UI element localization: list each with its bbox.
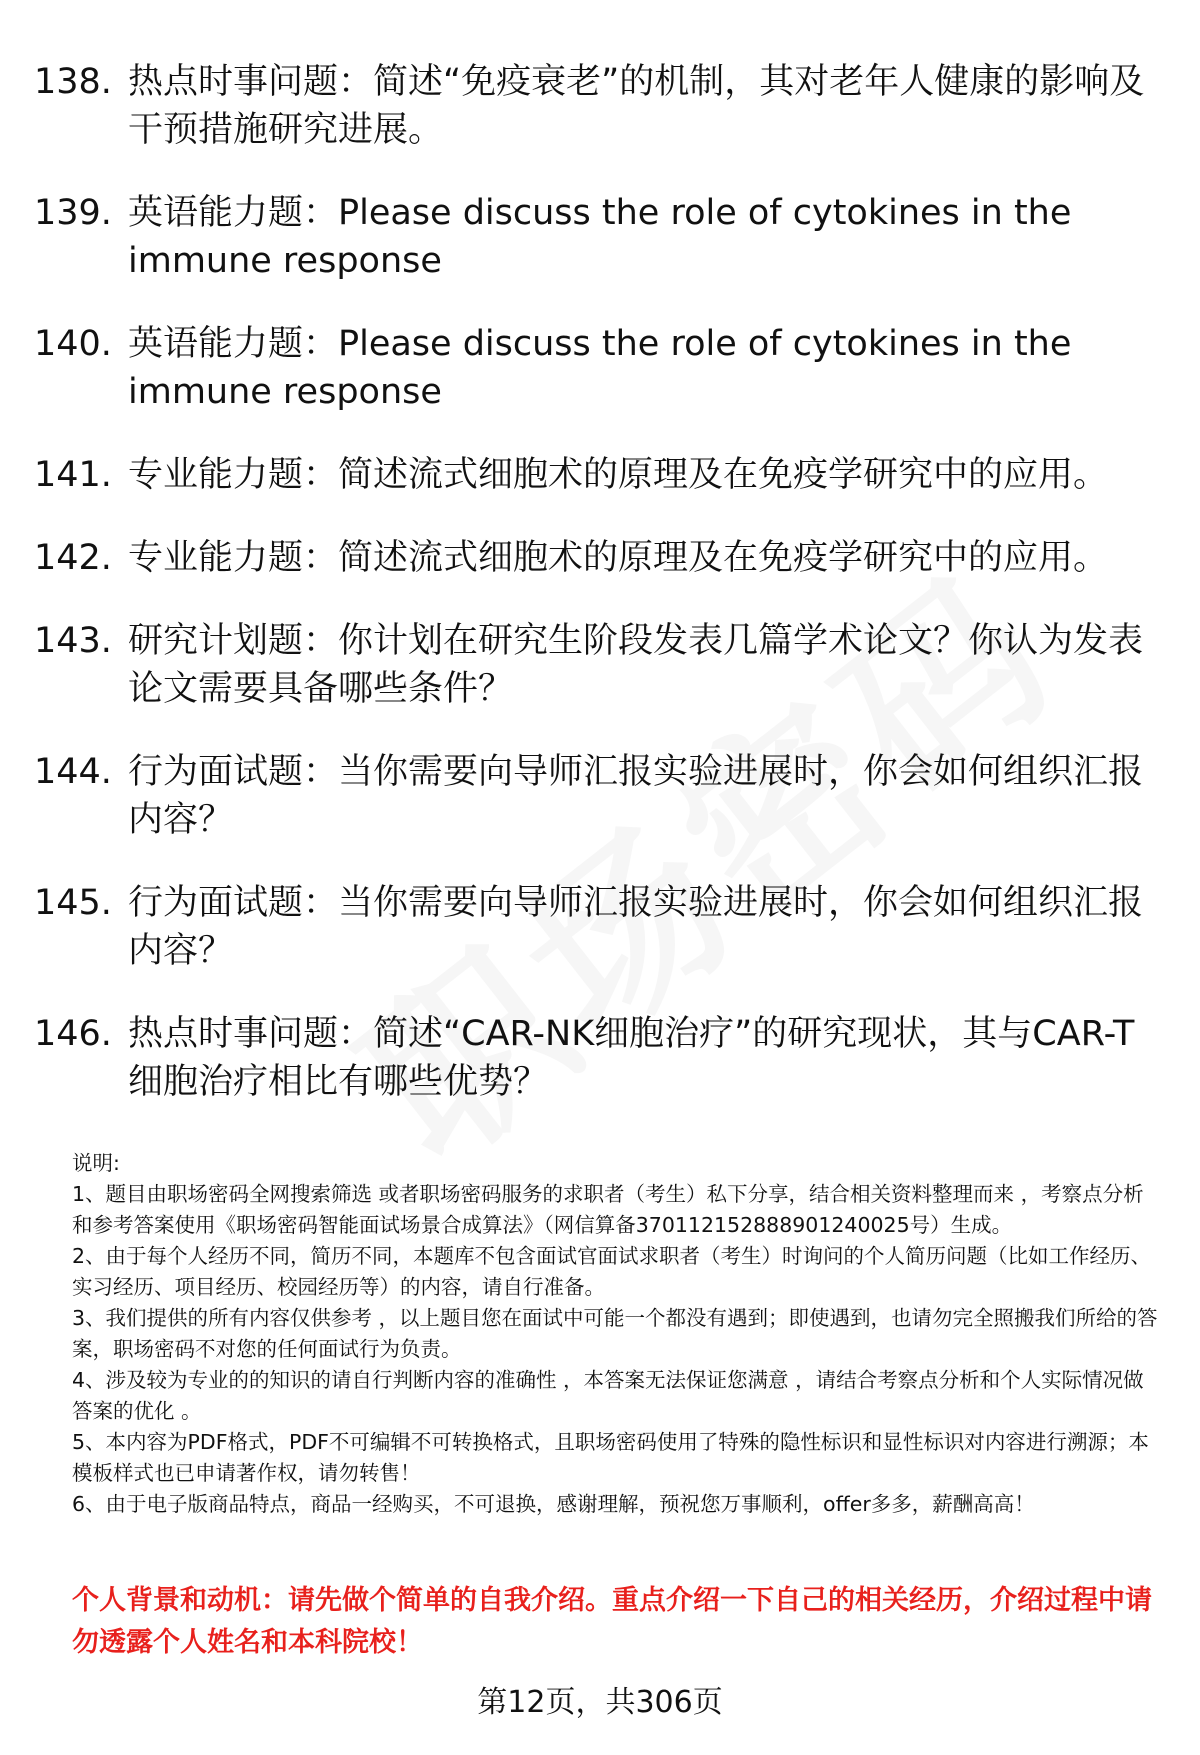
question-number: 143. xyxy=(34,621,112,661)
question-number: 146. xyxy=(34,1014,112,1054)
question-item xyxy=(34,748,1154,844)
question-text: 英语能力题：Please discuss the role of cytokines in the immune response xyxy=(128,193,1072,281)
question-number: 142. xyxy=(34,538,112,578)
note-item: 5、本内容为PDF格式，PDF不可编辑不可转换格式，且职场密码使用了特殊的隐性标识和显性标识对内容进行溯源；本模板样式也已申请著作权，请勿转售！ xyxy=(72,1430,1149,1485)
question-number: 145. xyxy=(34,883,112,923)
question-text: 行为面试题：当你需要向导师汇报实验进展时，你会如何组织汇报内容？ xyxy=(128,752,1144,840)
notes-section xyxy=(72,1148,1162,1520)
note-item: 1、题目由职场密码全网搜索筛选 或者职场密码服务的求职者（考生）私下分享，结合相关资料整理而来 ，考察点分析和参考答案使用《职场密码智能面试场景合成算法》（网信算备370112152888901240025号）生成。 xyxy=(72,1182,1144,1237)
question-number: 144. xyxy=(34,752,112,792)
note-item: 4、涉及较为专业的的知识的请自行判断内容的准确性 ，本答案无法保证您满意 ，请结合考察点分析和个人实际情况做答案的优化 。 xyxy=(72,1368,1144,1423)
question-text: 行为面试题：当你需要向导师汇报实验进展时，你会如何组织汇报内容？ xyxy=(128,883,1144,971)
question-item xyxy=(34,320,1154,416)
question-text: 研究计划题：你计划在研究生阶段发表几篇学术论文？你认为发表论文需要具备哪些条件？ xyxy=(128,621,1144,709)
question-item xyxy=(34,189,1154,285)
question-number: 140. xyxy=(34,324,112,364)
question-item xyxy=(34,451,1154,499)
question-text: 英语能力题：Please discuss the role of cytokines in the immune response xyxy=(128,324,1072,412)
page-number: 第12页，共306页 xyxy=(477,1685,723,1720)
question-item xyxy=(34,1010,1154,1106)
notes-title: 说明: xyxy=(72,1151,120,1175)
question-text: 专业能力题：简述流式细胞术的原理及在免疫学研究中的应用。 xyxy=(128,538,1109,578)
question-text: 专业能力题：简述流式细胞术的原理及在免疫学研究中的应用。 xyxy=(128,455,1109,495)
note-item: 2、由于每个人经历不同，简历不同，本题库不包含面试官面试求职者（考生）时询问的个人简历问题（比如工作经历、实习经历、项目经历、校园经历等）的内容，请自行准备。 xyxy=(72,1244,1152,1299)
question-item xyxy=(34,617,1154,713)
note-item: 3、我们提供的所有内容仅供参考 ，以上题目您在面试中可能一个都没有遇到；即使遇到，也请勿完全照搬我们所给的答案，职场密码不对您的任何面试行为负责。 xyxy=(72,1306,1158,1361)
question-item xyxy=(34,58,1154,154)
question-number: 138. xyxy=(34,62,112,102)
question-list xyxy=(34,58,1154,1141)
question-item xyxy=(34,534,1154,582)
question-number: 141. xyxy=(34,455,112,495)
highlight-prompt: 个人背景和动机：请先做个简单的自我介绍。重点介绍一下自己的相关经历，介绍过程中请勿透露个人姓名和本科院校！ xyxy=(72,1585,1152,1658)
question-item xyxy=(34,879,1154,975)
question-text: 热点时事问题：简述“CAR-NK细胞治疗”的研究现状，其与CAR-T细胞治疗相比有哪些优势？ xyxy=(128,1014,1135,1102)
question-text: 热点时事问题：简述“免疫衰老”的机制，其对老年人健康的影响及干预措施研究进展。 xyxy=(128,62,1145,150)
question-number: 139. xyxy=(34,193,112,233)
note-item: 6、由于电子版商品特点，商品一经购买，不可退换，感谢理解，预祝您万事顺利，offer多多，薪酬高高！ xyxy=(72,1492,1035,1516)
